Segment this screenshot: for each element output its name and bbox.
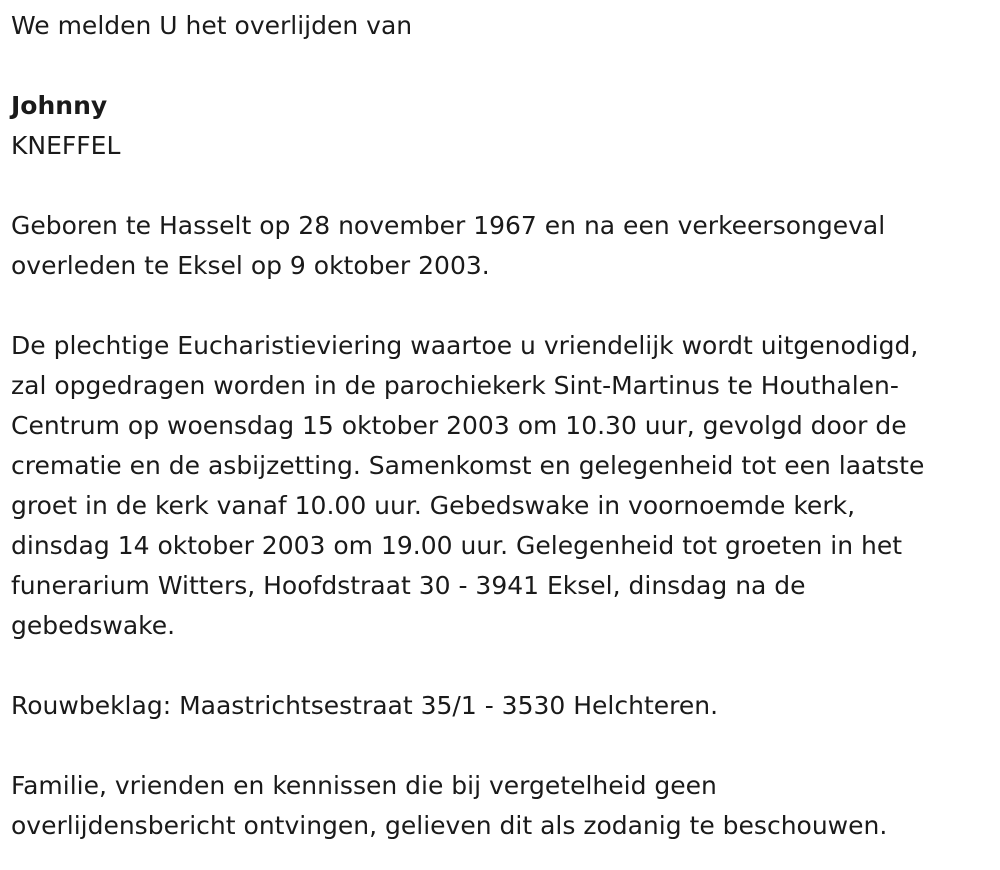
ceremony-line: crematie en de asbijzetting. Samenkomst en gelegenheid tot een laatste — [11, 451, 925, 480]
ceremony-line: zal opgedragen worden in de parochiekerk Sint-Martinus te Houthalen- — [11, 371, 899, 400]
ceremony-line: funerarium Witters, Hoofdstraat 30 - 3941 Eksel, dinsdag na de — [11, 571, 806, 600]
closing-line: overlijdensbericht ontvingen, gelieven dit als zodanig te beschouwen. — [11, 811, 888, 840]
deceased-last-name: KNEFFEL — [11, 131, 121, 160]
closing-line: Familie, vrienden en kennissen die bij vergetelheid geen — [11, 771, 717, 800]
ceremony-line: Centrum op woensdag 15 oktober 2003 om 10.30 uur, gevolgd door de — [11, 411, 907, 440]
deceased-first-name: Johnny — [11, 91, 108, 120]
closing-paragraph — [11, 766, 1000, 846]
intro-text: We melden U het overlijden van — [11, 11, 413, 40]
condolence-address: Rouwbeklag: Maastrichtsestraat 35/1 - 3530 Helchteren. — [11, 691, 719, 720]
birth-death-paragraph — [11, 206, 1000, 286]
ceremony-paragraph — [11, 326, 1000, 646]
ceremony-line: gebedswake. — [11, 611, 176, 640]
ceremony-line: groet in de kerk vanaf 10.00 uur. Gebedswake in voornoemde kerk, — [11, 491, 856, 520]
birth-line: Geboren te Hasselt op 28 november 1967 en na een verkeersongeval — [11, 211, 886, 240]
ceremony-line: De plechtige Eucharistieviering waartoe u vriendelijk wordt uitgenodigd, — [11, 331, 919, 360]
ceremony-line: dinsdag 14 oktober 2003 om 19.00 uur. Gelegenheid tot groeten in het — [11, 531, 903, 560]
death-line: overleden te Eksel op 9 oktober 2003. — [11, 251, 490, 280]
